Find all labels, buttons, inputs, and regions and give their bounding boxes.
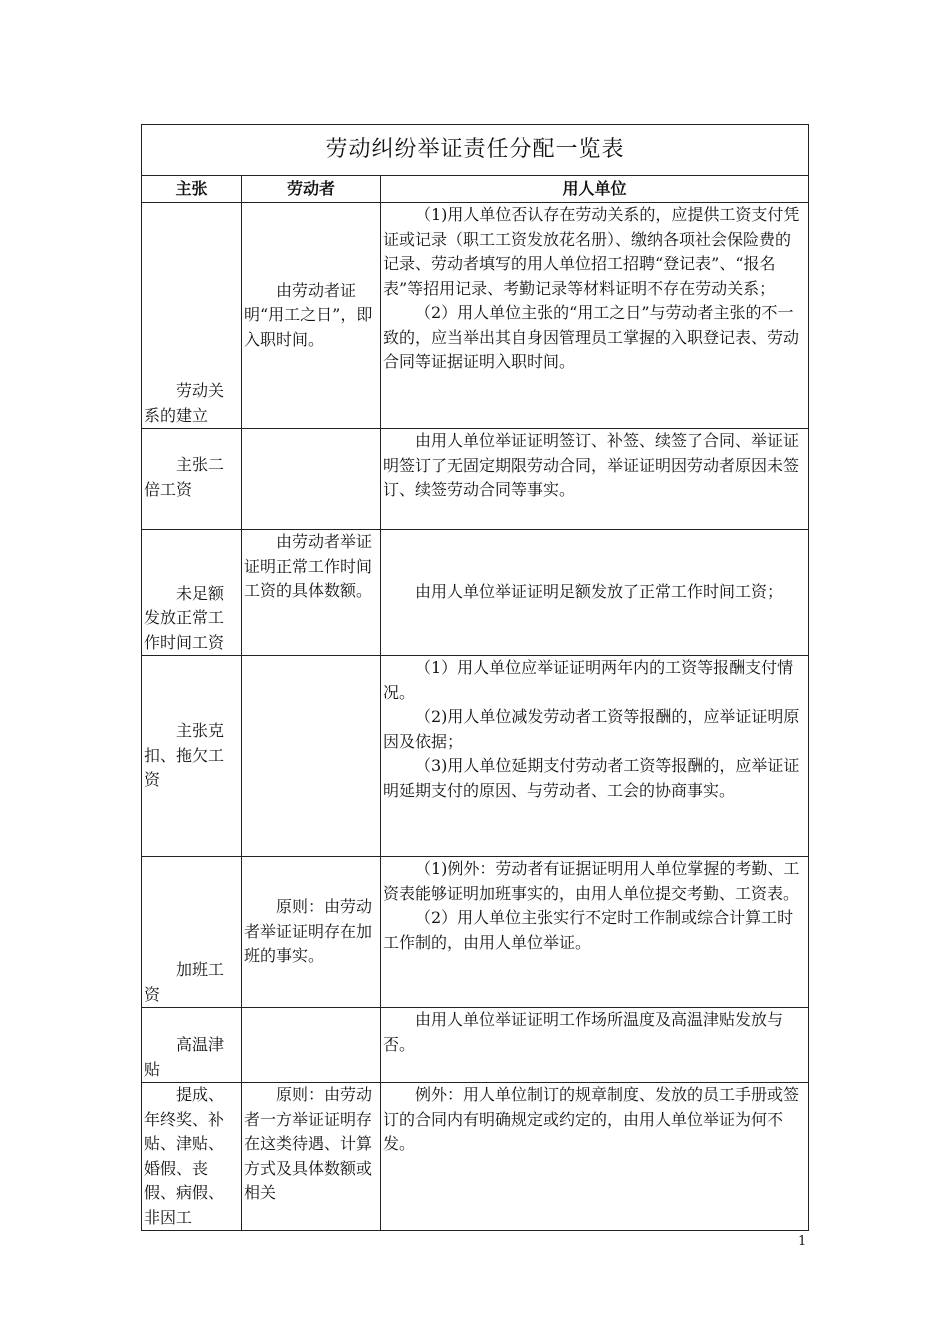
claim-cell: 提成、年终奖、补贴、津贴、婚假、丧假、病假、非因工 — [142, 1083, 242, 1231]
header-claim: 主张 — [142, 176, 242, 203]
employer-cell — [381, 656, 809, 857]
table-row — [142, 857, 809, 1008]
employer-paragraph: 例外：用人单位制订的规章制度、发放的员工手册或签订的合同内有明确规定或约定的，由用人单位举证为何不发。 — [383, 1085, 800, 1153]
claim-cell: 劳动关系的建立 — [142, 203, 242, 429]
header-employer: 用人单位 — [381, 176, 809, 203]
employer-paragraph: 由用人单位举证证明足额发放了正常工作时间工资； — [415, 582, 784, 602]
employer-paragraph: （1)例外：劳动者有证据证明用人单位掌握的考勤、工资表能够证明加班事实的，由用人单位提交考勤、工资表。 — [383, 859, 800, 903]
table-row — [142, 429, 809, 530]
table-row — [142, 530, 809, 656]
table-row — [142, 1008, 809, 1083]
worker-cell: 原则：由劳动者一方举证证明存在这类待遇、计算方式及具体数额或相关 — [242, 1083, 381, 1231]
employer-paragraph: （2)用人单位减发劳动者工资等报酬的，应举证证明原因及依据； — [383, 707, 800, 751]
worker-cell: 由劳动者举证证明正常工作时间工资的具体数额。 — [242, 530, 381, 656]
claim-cell: 未足额发放正常工作时间工资 — [142, 530, 242, 656]
claim-cell: 加班工资 — [142, 857, 242, 1008]
header-row — [142, 176, 809, 203]
employer-paragraph: （3)用人单位延期支付劳动者工资等报酬的，应举证证明延期支付的原因、与劳动者、工会的协商事实。 — [383, 756, 800, 800]
employer-paragraph: 由用人单位举证证明工作场所温度及高温津贴发放与否。 — [383, 1010, 784, 1054]
table-title: 劳动纠纷举证责任分配一览表 — [142, 125, 809, 176]
worker-cell: 原则：由劳动者举证证明存在加班的事实。 — [242, 857, 381, 1008]
claim-cell: 主张二倍工资 — [142, 429, 242, 530]
employer-cell — [381, 857, 809, 1008]
page-number: 1 — [798, 1234, 807, 1249]
table-row — [142, 1083, 809, 1231]
table-row — [142, 656, 809, 857]
worker-cell — [242, 656, 381, 857]
worker-cell — [242, 429, 381, 530]
claim-cell: 主张克扣、拖欠工资 — [142, 656, 242, 857]
employer-cell — [381, 530, 809, 656]
title-row — [142, 125, 809, 176]
claim-cell: 高温津贴 — [142, 1008, 242, 1083]
evidence-burden-table — [141, 124, 809, 1231]
worker-cell: 由劳动者证明“用工之日”，即入职时间。 — [242, 203, 381, 429]
employer-paragraph: 由用人单位举证证明签订、补签、续签了合同、举证证明签订了无固定期限劳动合同，举证证明因劳动者原因未签订、续签劳动合同等事实。 — [383, 431, 800, 499]
table-row — [142, 203, 809, 429]
employer-paragraph: （1）用人单位应举证证明两年内的工资等报酬支付情况。 — [383, 658, 794, 702]
employer-cell — [381, 1083, 809, 1231]
employer-cell — [381, 1008, 809, 1083]
employer-paragraph: （2）用人单位主张的“用工之日”与劳动者主张的不一致的，应当举出其自身因管理员工掌握的入职登记表、劳动合同等证据证明入职时间。 — [383, 303, 800, 371]
employer-cell — [381, 203, 809, 429]
header-worker: 劳动者 — [242, 176, 381, 203]
employer-cell — [381, 429, 809, 530]
worker-cell — [242, 1008, 381, 1083]
employer-paragraph: （1)用人单位否认存在劳动关系的，应提供工资支付凭证或记录（职工工资发放花名册）、缴纳各项社会保险费的记录、劳动者填写的用人单位招工招聘“登记表”、“报名表”等招用记录、考勤记录等材料证明不存在劳动关系； — [383, 205, 800, 298]
employer-paragraph: （2）用人单位主张实行不定时工作制或综合计算工时工作制的，由用人单位举证。 — [383, 908, 794, 952]
